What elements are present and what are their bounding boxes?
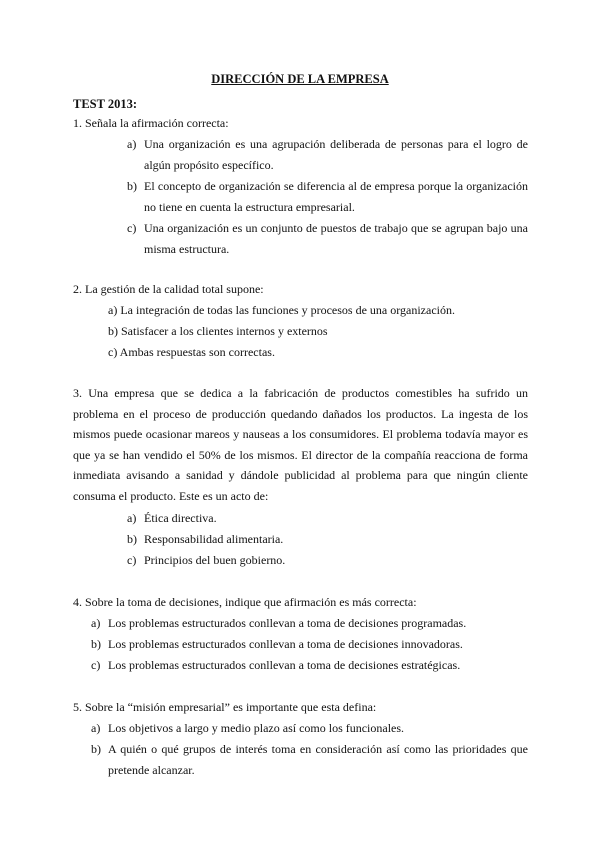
test-label: TEST 2013: <box>73 97 138 111</box>
option-letter: a) <box>91 721 101 735</box>
question-2-option-c: c) Ambas respuestas son correctas. <box>108 345 275 359</box>
option-letter: b) <box>91 637 101 651</box>
option-text: Principios del buen gobierno. <box>144 553 286 567</box>
option-text: Los problemas estructurados conllevan a toma de decisiones innovadoras. <box>108 637 463 651</box>
question-2-prompt: 2. La gestión de la calidad total supone: <box>73 282 264 296</box>
question-2-option-a: a) La integración de todas las funciones y procesos de una organización. <box>108 303 455 317</box>
option-letter: c) <box>127 553 137 567</box>
option-letter: a) <box>127 137 137 151</box>
option-letter: c) <box>127 221 137 235</box>
option-text: El concepto de organización se diferencia al de empresa porque la organización no tiene en cuenta la estructura empresarial. <box>144 179 528 214</box>
question-5-prompt: 5. Sobre la “misión empresarial” es importante que esta defina: <box>73 700 377 714</box>
question-1-prompt: 1. Señala la afirmación correcta: <box>73 116 229 130</box>
option-text: Los objetivos a largo y medio plazo así como los funcionales. <box>108 721 405 735</box>
document-title: DIRECCIÓN DE LA EMPRESA <box>211 72 389 86</box>
option-text: Una organización es una agrupación deliberada de personas para el logro de algún propósito específico. <box>144 137 528 172</box>
option-text: A quién o qué grupos de interés toma en consideración así como las prioridades que pretende alcanzar. <box>108 742 528 777</box>
option-letter: b) <box>91 742 101 756</box>
option-letter: b) <box>127 532 137 546</box>
option-letter: b) <box>127 179 137 193</box>
option-letter: c) <box>91 658 101 672</box>
option-text: Los problemas estructurados conllevan a toma de decisiones programadas. <box>108 616 467 630</box>
option-text: Una organización es un conjunto de puestos de trabajo que se agrupan bajo una misma estructura. <box>144 221 528 256</box>
option-text: Los problemas estructurados conllevan a toma de decisiones estratégicas. <box>108 658 461 672</box>
question-3-prompt: 3. Una empresa que se dedica a la fabricación de productos comestibles ha sufrido un problema en el proceso de producción quedando dañados los productos. La ingesta de los mismos puede ocasionar mareos y nauseas a los consumidores. El problema todavía mayor es que ya se han vendido el 50% de los mismos. El director de la compañía reacciona de forma inmediata avisando a sanidad y dándole publicidad al problema para que ningún cliente consuma el producto. Este es un acto de: <box>73 386 528 503</box>
option-text: Ética directiva. <box>144 511 217 525</box>
option-letter: a) <box>127 511 137 525</box>
option-text: Responsabilidad alimentaria. <box>144 532 284 546</box>
question-4-prompt: 4. Sobre la toma de decisiones, indique que afirmación es más correcta: <box>73 595 417 609</box>
option-letter: a) <box>91 616 101 630</box>
question-2-option-b: b) Satisfacer a los clientes internos y externos <box>108 324 328 338</box>
